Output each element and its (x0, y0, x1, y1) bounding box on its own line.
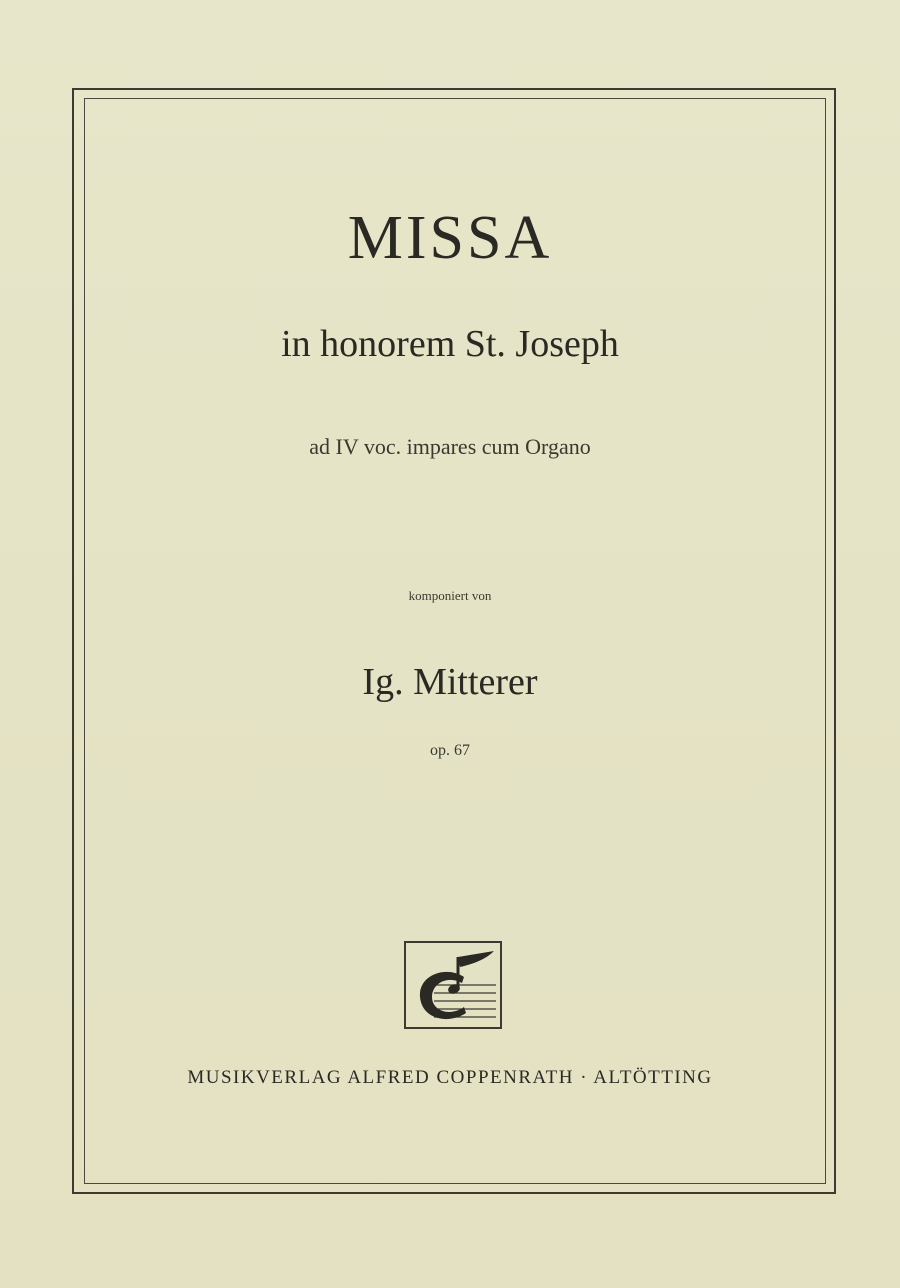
composer-name: Ig. Mitterer (362, 661, 538, 703)
composed-by-text: komponiert von (408, 588, 492, 603)
publisher-logo-icon (404, 941, 502, 1029)
title: MISSA (347, 204, 553, 272)
subtitle: in honorem St. Joseph (281, 323, 619, 365)
voicing-text: ad IV voc. impares cum Organo (309, 434, 591, 459)
publisher-line: MUSIKVERLAG ALFRED COPPENRATH · ALTÖTTING (187, 1067, 713, 1088)
opus-number: op. 67 (430, 742, 470, 759)
